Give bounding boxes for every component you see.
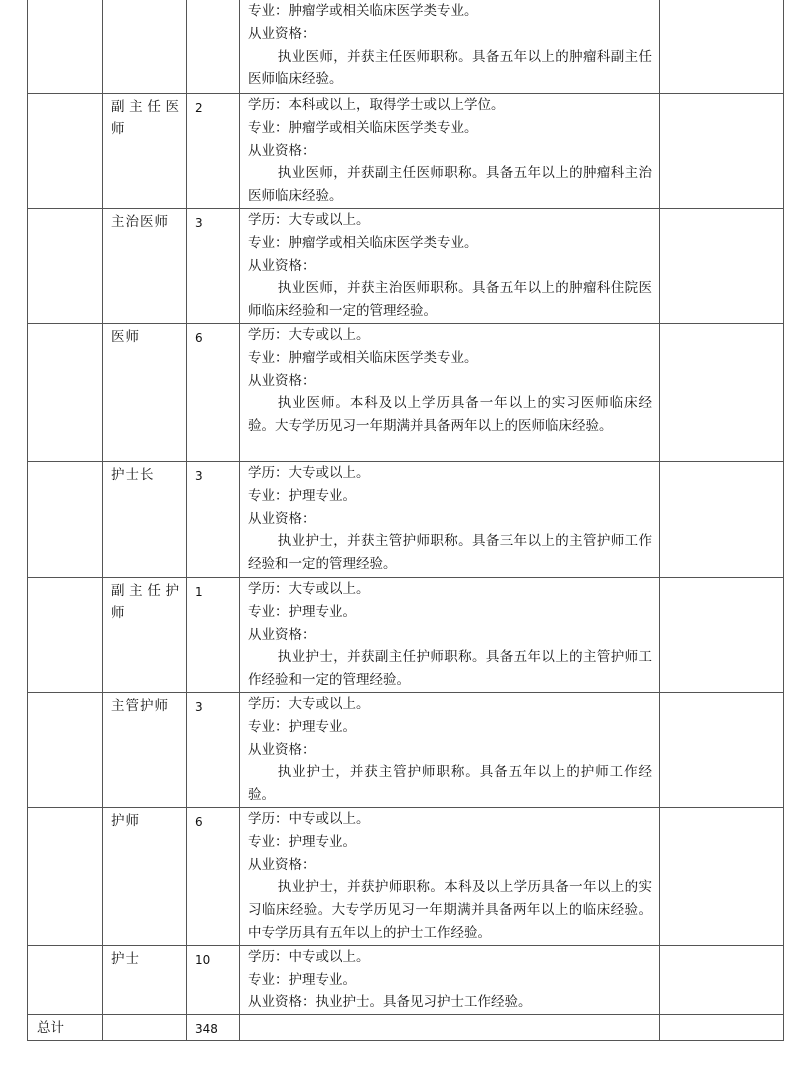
requirement-line: 从业资格： xyxy=(248,142,316,159)
total-count: 348 xyxy=(195,1022,218,1037)
category-cell xyxy=(28,945,103,1014)
position-title: 副主任医师 xyxy=(111,99,180,137)
requirement-detail: 执业医师，并获主任医师职称。具备五年以上的肿瘤科副主任医师临床经验。 xyxy=(248,48,652,88)
requirement-line: 从业资格： xyxy=(248,856,316,873)
title-cell xyxy=(103,692,187,807)
requirements-cell xyxy=(240,577,660,692)
count-cell xyxy=(187,461,240,577)
count-cell xyxy=(187,0,240,94)
title-cell xyxy=(103,945,187,1014)
title-cell xyxy=(103,0,187,94)
total-label: 总计 xyxy=(37,1020,64,1037)
position-title: 护士 xyxy=(111,950,140,967)
requirements-cell xyxy=(240,807,660,945)
table-row xyxy=(28,0,784,94)
requirement-line: 学历：大专或以上。 xyxy=(248,326,370,343)
position-title: 主管护师 xyxy=(111,697,169,714)
requirement-line: 从业资格： xyxy=(248,741,316,758)
requirement-line: 专业：护理专业。 xyxy=(248,971,356,988)
requirement-line: 学历：大专或以上。 xyxy=(248,580,370,597)
requirement-detail: 执业医师，并获主治医师职称。具备五年以上的肿瘤科住院医师临床经验和一定的管理经验。 xyxy=(248,280,652,320)
requirement-detail: 执业护士，并获主管护师职称。具备五年以上的护师工作经验。 xyxy=(248,764,652,804)
notes-cell xyxy=(660,461,784,577)
requirement-line: 从业资格： xyxy=(248,626,316,643)
table-row xyxy=(28,94,784,209)
total-label-cell xyxy=(28,1015,103,1041)
count-cell xyxy=(187,577,240,692)
count-cell xyxy=(187,323,240,461)
position-count: 3 xyxy=(195,699,203,714)
requirement-line: 学历：大专或以上。 xyxy=(248,212,370,228)
notes-cell xyxy=(660,945,784,1014)
requirement-line: 专业：护理专业。 xyxy=(248,487,356,504)
requirement-line: 专业：护理专业。 xyxy=(248,833,356,850)
position-count: 6 xyxy=(195,330,203,345)
notes-cell xyxy=(660,94,784,209)
requirement-detail: 执业医师，并获副主任医师职称。具备五年以上的肿瘤科主治医师临床经验。 xyxy=(248,165,652,205)
requirement-line: 学历：本科或以上，取得学士或以上学位。 xyxy=(248,97,505,113)
requirement-detail: 执业护士，并获副主任护师职称。具备五年以上的主管护师工作经验和一定的管理经验。 xyxy=(248,649,652,689)
title-cell xyxy=(103,1015,187,1041)
requirements-cell xyxy=(240,94,660,209)
position-count: 3 xyxy=(195,468,203,483)
table-row xyxy=(28,461,784,577)
table-row xyxy=(28,323,784,461)
requirements-cell xyxy=(240,692,660,807)
position-title: 医师 xyxy=(111,328,140,345)
title-cell xyxy=(103,807,187,945)
requirement-line: 专业：护理专业。 xyxy=(248,718,356,735)
notes-cell xyxy=(660,323,784,461)
notes-cell xyxy=(660,1015,784,1041)
category-cell xyxy=(28,807,103,945)
requirements-cell xyxy=(240,209,660,324)
requirement-line: 专业：护理专业。 xyxy=(248,603,356,620)
notes-cell xyxy=(660,0,784,94)
table-row xyxy=(28,692,784,807)
requirement-line: 学历：中专或以上。 xyxy=(248,948,370,965)
title-cell xyxy=(103,209,187,324)
requirement-line: 专业：肿瘤学或相关临床医学类专业。 xyxy=(248,349,478,366)
table-row xyxy=(28,209,784,324)
position-count: 6 xyxy=(195,814,203,829)
requirements-cell xyxy=(240,1015,660,1041)
requirement-line: 从业资格：执业护士。具备见习护士工作经验。 xyxy=(248,994,532,1011)
position-count: 1 xyxy=(195,584,203,599)
title-cell xyxy=(103,461,187,577)
count-cell xyxy=(187,945,240,1014)
title-cell xyxy=(103,94,187,209)
count-cell xyxy=(187,94,240,209)
requirement-line: 学历：大专或以上。 xyxy=(248,464,370,481)
title-cell xyxy=(103,577,187,692)
position-count: 3 xyxy=(195,216,203,230)
position-title: 护师 xyxy=(111,812,140,829)
requirement-line: 从业资格： xyxy=(248,372,316,389)
requirement-line: 专业：肿瘤学或相关临床医学类专业。 xyxy=(248,119,478,136)
staffing-table xyxy=(27,0,784,1041)
category-cell xyxy=(28,94,103,209)
requirements-cell xyxy=(240,461,660,577)
category-cell xyxy=(28,209,103,324)
total-row xyxy=(28,1015,784,1041)
category-cell xyxy=(28,323,103,461)
category-cell xyxy=(28,692,103,807)
position-count: 2 xyxy=(195,101,203,115)
requirement-line: 从业资格： xyxy=(248,510,316,527)
requirement-line: 学历：中专或以上。 xyxy=(248,810,370,827)
count-cell xyxy=(187,209,240,324)
table-row xyxy=(28,807,784,945)
notes-cell xyxy=(660,807,784,945)
position-title: 副主任护师 xyxy=(111,582,180,621)
requirement-line: 从业资格： xyxy=(248,25,316,42)
requirement-line: 专业：肿瘤学或相关临床医学类专业。 xyxy=(248,3,478,19)
count-cell xyxy=(187,807,240,945)
position-count: 10 xyxy=(195,952,211,967)
position-title: 护士长 xyxy=(111,466,155,483)
notes-cell xyxy=(660,209,784,324)
count-cell xyxy=(187,692,240,807)
position-title: 主治医师 xyxy=(111,214,169,230)
total-count-cell xyxy=(187,1015,240,1041)
requirement-detail: 执业医师。本科及以上学历具备一年以上的实习医师临床经验。大专学历见习一年期满并具备两年以上的医师临床经验。 xyxy=(248,395,652,435)
requirement-line: 学历：大专或以上。 xyxy=(248,695,370,712)
requirement-line: 从业资格： xyxy=(248,257,316,274)
requirements-cell xyxy=(240,945,660,1014)
notes-cell xyxy=(660,577,784,692)
requirement-detail: 执业护士，并获护师职称。本科及以上学历具备一年以上的实习临床经验。大专学历见习一年期满并具备两年以上的临床经验。中专学历具有五年以上的护士工作经验。 xyxy=(248,879,652,941)
requirement-detail: 执业护士，并获主管护师职称。具备三年以上的主管护师工作经验和一定的管理经验。 xyxy=(248,533,652,573)
requirements-cell xyxy=(240,0,660,94)
requirements-cell xyxy=(240,323,660,461)
title-cell xyxy=(103,323,187,461)
table-row xyxy=(28,945,784,1014)
category-cell xyxy=(28,461,103,577)
requirement-line: 专业：肿瘤学或相关临床医学类专业。 xyxy=(248,234,478,251)
category-cell xyxy=(28,0,103,94)
category-cell xyxy=(28,577,103,692)
notes-cell xyxy=(660,692,784,807)
table-row xyxy=(28,577,784,692)
